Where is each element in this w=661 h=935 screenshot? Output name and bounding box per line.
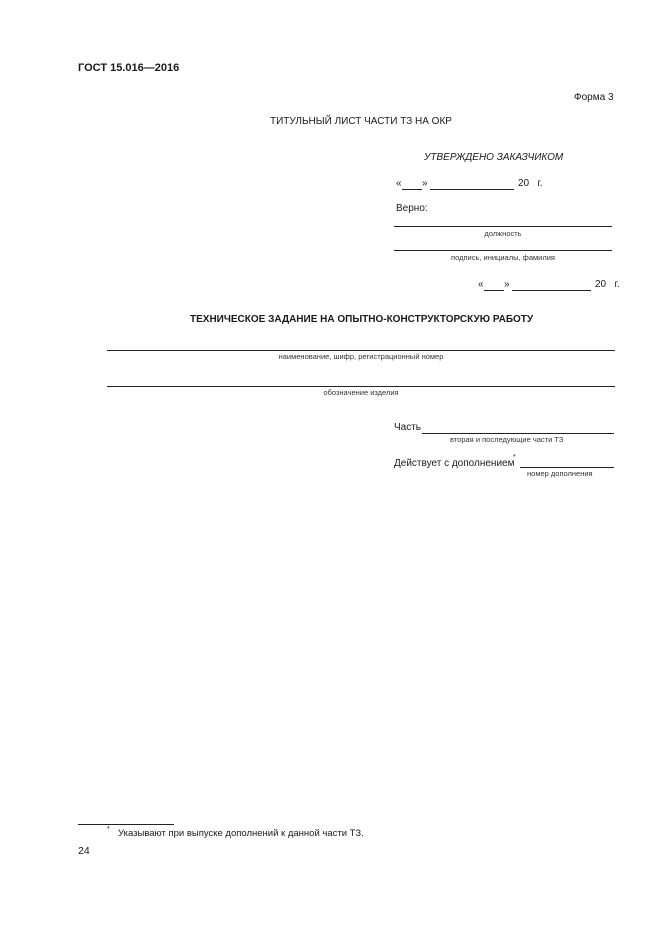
position-line <box>394 226 612 227</box>
signature-line <box>394 250 612 251</box>
main-title: ТЕХНИЧЕСКОЕ ЗАДАНИЕ НА ОПЫТНО-КОНСТРУКТОРСКУЮ РАБОТУ <box>190 314 534 325</box>
supplement-line <box>520 467 614 468</box>
approved-by-customer: УТВЕРЖДЕНО ЗАКАЗЧИКОМ <box>424 152 564 163</box>
signature-year: 20 г. <box>595 279 620 290</box>
footnote-mark: * <box>107 826 110 833</box>
supplement-label: Действует с дополнением <box>394 458 515 469</box>
footnote-text: Указывают при выпуске дополнений к данной части ТЗ. <box>118 828 364 839</box>
part-line <box>422 433 614 434</box>
signature-day-line <box>484 290 504 291</box>
approval-day-line <box>402 189 422 190</box>
part-caption: вторая и последующие части ТЗ <box>450 435 564 444</box>
sheet-title: ТИТУЛЬНЫЙ ЛИСТ ЧАСТИ ТЗ НА ОКР <box>270 116 452 127</box>
position-caption: должность <box>484 229 522 238</box>
signature-date-quote-open: « <box>478 279 484 290</box>
verified-label: Верно: <box>396 203 428 214</box>
signature-caption: подпись, инициалы, фамилия <box>451 253 555 262</box>
signature-month-line <box>512 290 591 291</box>
document-standard-header: ГОСТ 15.016—2016 <box>78 62 180 74</box>
approval-month-line <box>430 189 514 190</box>
form-label: Форма 3 <box>574 92 614 103</box>
signature-date-quote-close: » <box>504 279 510 290</box>
supplement-asterisk: * <box>513 454 516 461</box>
name-caption: наименование, шифр, регистрационный номер <box>278 352 444 361</box>
designation-line <box>107 386 615 387</box>
designation-caption: обозначение изделия <box>323 388 399 397</box>
part-label: Часть <box>394 422 422 433</box>
approval-date-quote-close: » <box>422 178 428 189</box>
name-line <box>107 350 615 351</box>
footnote-separator <box>78 824 174 825</box>
approval-date-quote-open: « <box>396 178 402 189</box>
approval-year: 20 г. <box>518 178 543 189</box>
page-number: 24 <box>78 845 90 857</box>
supplement-caption: номер дополнения <box>527 469 593 478</box>
